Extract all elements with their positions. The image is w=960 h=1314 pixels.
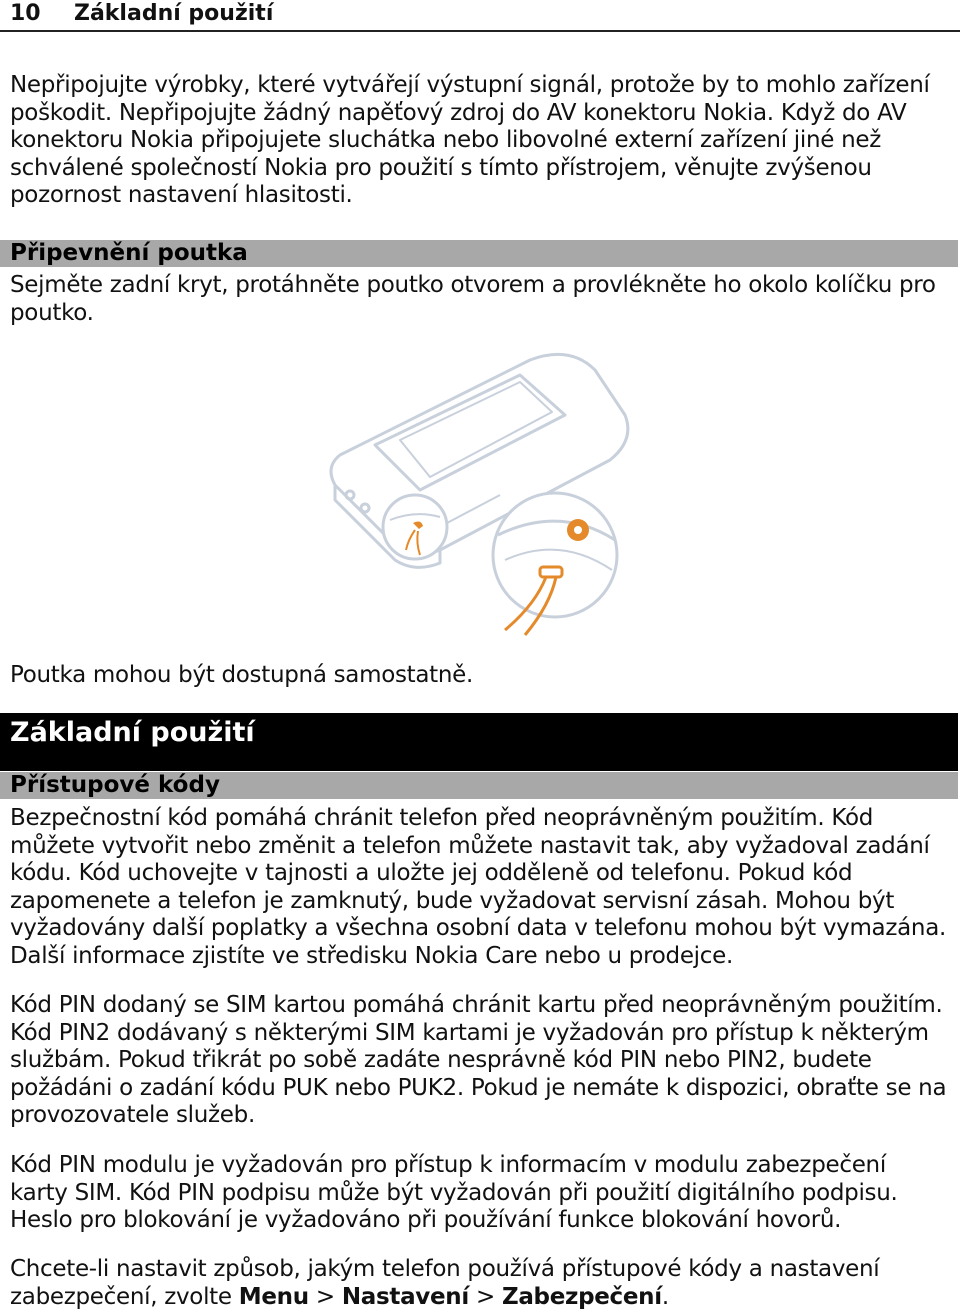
page-number: 10	[10, 1, 41, 26]
strap-illustration	[320, 345, 640, 645]
page-header	[0, 0, 960, 32]
chapter-heading: Základní použití	[0, 713, 958, 771]
menu-path-security: Zabezpečení	[501, 1283, 662, 1310]
section-heading-strap: Připevnění poutka	[0, 240, 958, 267]
settings-path-suffix: .	[661, 1283, 669, 1310]
module-pin-paragraph: Kód PIN modulu je vyžadován pro přístup k informacím v modulu zabezpečení karty SIM. Kód PIN podpisu může být vyžadován při použití digitálního podpisu. Heslo pro blokování je vyžadováno při používání funkce blokování hovorů.	[10, 1152, 898, 1233]
menu-path-menu: Menu	[238, 1283, 309, 1310]
strap-instructions: Sejměte zadní kryt, protáhněte poutko otvorem a provlékněte ho okolo kolíčku pro poutko.	[10, 272, 936, 326]
menu-path-settings: Nastavení	[341, 1283, 469, 1310]
phone-strap-figure	[320, 345, 640, 645]
security-code-paragraph: Bezpečnostní kód pomáhá chránit telefon před neoprávněným použitím. Kód můžete vytvořit nebo změnit a telefon můžete nastavit tak, aby vyžadoval zadání kódu. Kód uchovejte v tajnosti a uložte jej odděleně od telefonu. Pokud kód zapomenete a telefon je zamknutý, bude vyžadovat servisní zásah. Mohou být vyžadovány další poplatky a všechna osobní data v telefonu mohou být vymazána. Další informace zjistíte ve středisku Nokia Care nebo u prodejce.	[10, 805, 946, 969]
settings-path-prefix: Chcete-li nastavit způsob, jakým telefon používá přístupové kódy a nastavení zabezpečení, zvolte	[10, 1256, 880, 1310]
strap-note: Poutka mohou být dostupná samostatně.	[10, 662, 474, 688]
path-separator: >	[468, 1283, 502, 1310]
settings-path-paragraph	[10, 1256, 950, 1311]
intro-paragraph: Nepřipojujte výrobky, které vytvářejí výstupní signál, protože by to mohlo zařízení poškodit. Nepřipojujte žádný napěťový zdroj do AV konektoru Nokia. Když do AV konektoru Nokia připojujete sluchátka nebo libovolné externí zařízení jiné než schválené společností Nokia pro použití s tímto přístrojem, věnujte zvýšenou pozornost nastavení hlasitosti.	[10, 72, 930, 208]
pin-code-paragraph: Kód PIN dodaný se SIM kartou pomáhá chránit kartu před neoprávněným použitím. Kód PIN2 dodávaný s některými SIM kartami je vyžadován pro přístup k některým službám. Pokud třikrát po sobě zadáte nesprávně kód PIN nebo PIN2, budete požádáni o zadání kódu PUK nebo PUK2. Pokud je nemáte k dispozici, obraťte se na provozovatele služeb.	[10, 992, 947, 1128]
running-title: Základní použití	[74, 1, 274, 26]
section-heading-access-codes: Přístupové kódy	[0, 772, 958, 799]
path-separator: >	[308, 1283, 342, 1310]
